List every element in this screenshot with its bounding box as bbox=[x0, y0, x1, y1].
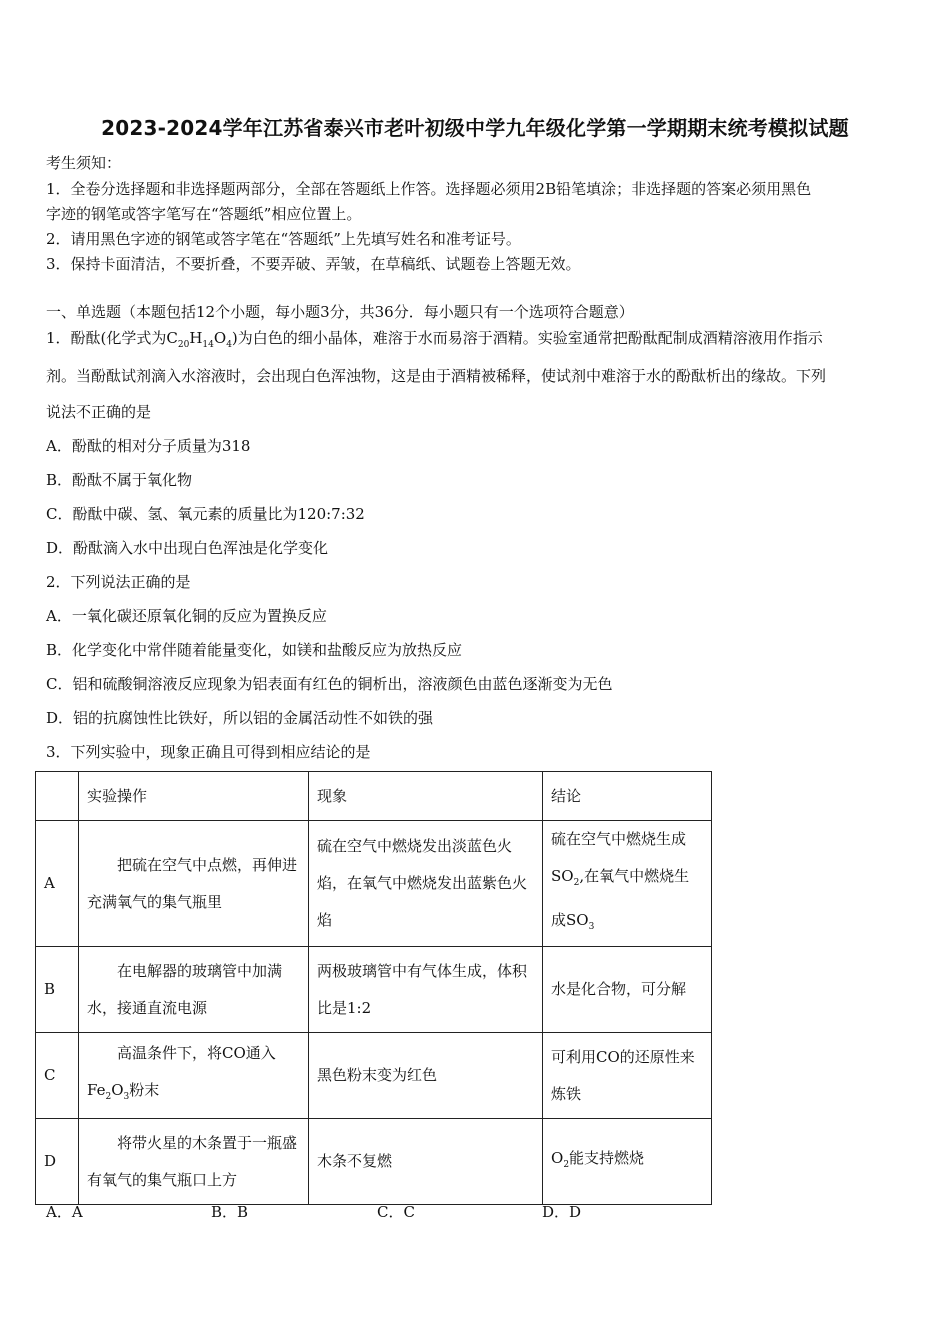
q1-option-b: B．酚酞不属于氧化物 bbox=[46, 471, 193, 489]
table-row bbox=[36, 1119, 712, 1205]
header-cell-empty bbox=[36, 772, 79, 821]
row-label: C bbox=[36, 1033, 79, 1119]
operation-cell: 高温条件下，将CO通入$Fe_2O_3$粉末 bbox=[79, 1033, 309, 1119]
q1-stem-line: 1．酚酞(化学式为$C_{20}H_{14}O_4$)为白色的细小晶体，难溶于水而易溶于酒精。实验室通常把酚酞配制成酒精溶液用作指示 bbox=[46, 329, 823, 350]
table-header-row bbox=[36, 772, 712, 821]
q2-stem: 2．下列说法正确的是 bbox=[46, 573, 191, 591]
q1-option-d: D．酚酞滴入水中出现白色浑浊是化学变化 bbox=[46, 539, 329, 557]
table-row bbox=[36, 1033, 712, 1119]
conclusion-cell: 硫在空气中燃烧生成$SO_2$,在氧气中燃烧生成$SO_3$ bbox=[543, 821, 712, 947]
header-cell: 现象 bbox=[309, 772, 543, 821]
notice-item: 字迹的钢笔或答字笔写在“答题纸”相应位置上。 bbox=[46, 205, 362, 223]
operation-cell: 在电解器的玻璃管中加满水，接通直流电源 bbox=[79, 947, 309, 1033]
table-row bbox=[36, 947, 712, 1033]
q3-answer-a: A．A bbox=[46, 1203, 83, 1221]
phenomenon-cell: 硫在空气中燃烧发出淡蓝色火焰，在氧气中燃烧发出蓝紫色火焰 bbox=[309, 821, 543, 947]
q1-stem-line: 说法不正确的是 bbox=[46, 403, 152, 421]
table-row bbox=[36, 821, 712, 947]
notice-item: 3．保持卡面清洁，不要折叠，不要弄破、弄皱，在草稿纸、试题卷上答题无效。 bbox=[46, 255, 581, 273]
q2-option-d: D．铝的抗腐蚀性比铁好，所以铝的金属活动性不如铁的强 bbox=[46, 709, 434, 727]
q3-answer-c: C．C bbox=[377, 1203, 415, 1221]
conclusion-cell: 可利用CO的还原性来炼铁 bbox=[543, 1033, 712, 1119]
q1-stem-line: 剂。当酚酞试剂滴入水溶液时，会出现白色浑浊物，这是由于酒精被稀释，使试剂中难溶于水的酚酞析出的缘故。下列 bbox=[46, 367, 827, 385]
q2-option-a: A．一氧化碳还原氧化铜的反应为置换反应 bbox=[46, 607, 327, 625]
header-cell: 实验操作 bbox=[79, 772, 309, 821]
notice-item: 2．请用黑色字迹的钢笔或答字笔在“答题纸”上先填写姓名和准考证号。 bbox=[46, 230, 521, 248]
header-cell: 结论 bbox=[543, 772, 712, 821]
page-title: 2023-2024学年江苏省泰兴市老叶初级中学九年级化学第一学期期末统考模拟试题 bbox=[101, 116, 849, 140]
q2-option-b: B．化学变化中常伴随着能量变化，如镁和盐酸反应为放热反应 bbox=[46, 641, 463, 659]
q3-answer-d: D．D bbox=[542, 1203, 582, 1221]
phenomenon-cell: 两极玻璃管中有气体生成，体积比是1:2 bbox=[309, 947, 543, 1033]
q3-table bbox=[35, 771, 712, 1205]
q3-answer-b: B．B bbox=[211, 1203, 249, 1221]
notice-item: 1．全卷分选择题和非选择题两部分，全部在答题纸上作答。选择题必须用2B铅笔填涂；非选择题的答案必须用黑色 bbox=[46, 180, 812, 198]
phenomenon-cell: 黑色粉末变为红色 bbox=[309, 1033, 543, 1119]
q3-stem: 3．下列实验中，现象正确且可得到相应结论的是 bbox=[46, 743, 371, 761]
operation-cell: 把硫在空气中点燃，再伸进充满氧气的集气瓶里 bbox=[79, 821, 309, 947]
section-heading: 一、单选题（本题包括12个小题，每小题3分，共36分．每小题只有一个选项符合题意） bbox=[46, 303, 634, 321]
conclusion-cell: $O_2$能支持燃烧 bbox=[543, 1119, 712, 1205]
phenomenon-cell: 木条不复燃 bbox=[309, 1119, 543, 1205]
operation-cell: 将带火星的木条置于一瓶盛有氧气的集气瓶口上方 bbox=[79, 1119, 309, 1205]
row-label: B bbox=[36, 947, 79, 1033]
q1-option-c: C．酚酞中碳、氢、氧元素的质量比为120:7:32 bbox=[46, 505, 365, 523]
q1-option-a: A．酚酞的相对分子质量为318 bbox=[46, 437, 251, 455]
notice-heading: 考生须知： bbox=[46, 154, 122, 172]
row-label: D bbox=[36, 1119, 79, 1205]
conclusion-cell: 水是化合物，可分解 bbox=[543, 947, 712, 1033]
row-label: A bbox=[36, 821, 79, 947]
q2-option-c: C．铝和硫酸铜溶液反应现象为铝表面有红色的铜析出，溶液颜色由蓝色逐渐变为无色 bbox=[46, 675, 613, 693]
